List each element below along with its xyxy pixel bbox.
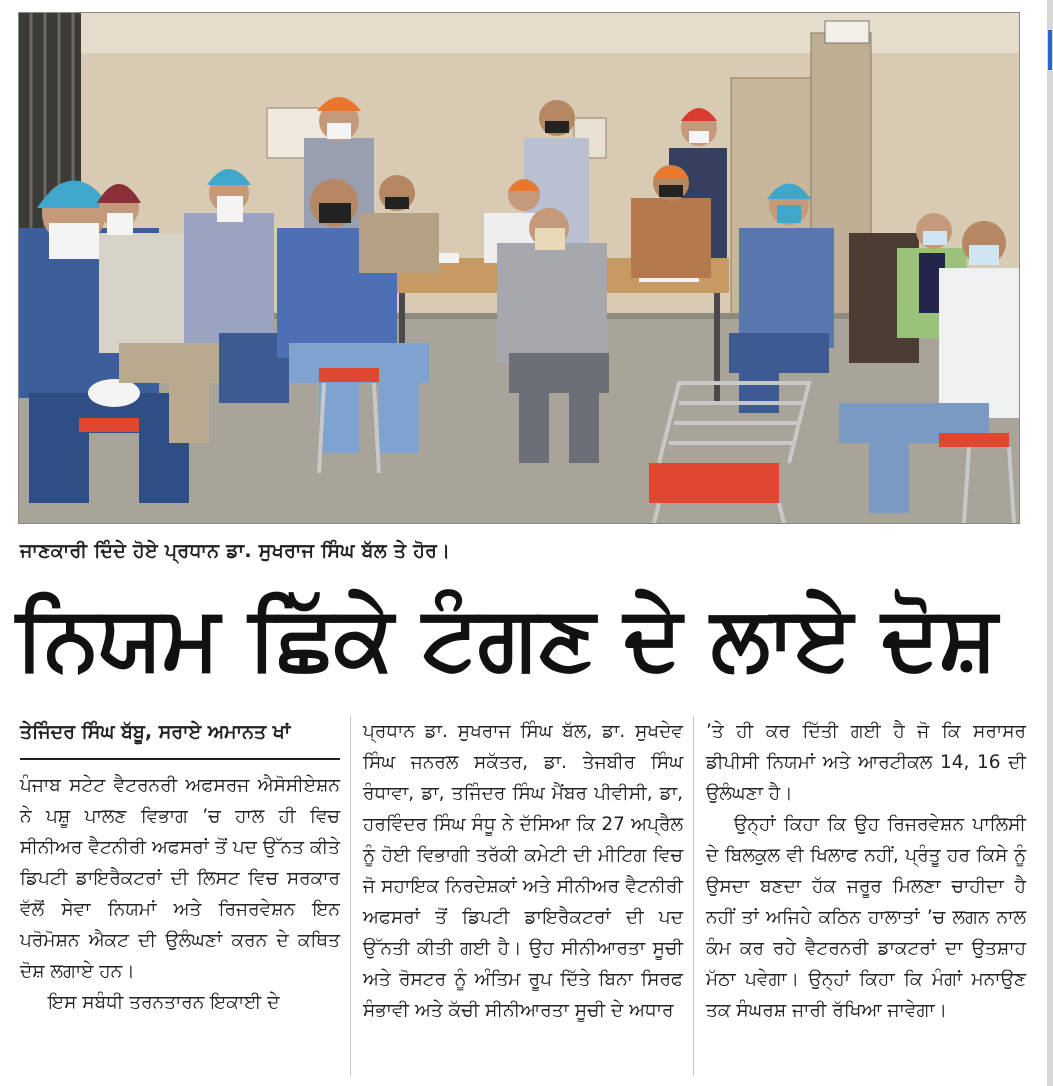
headline: ਨਿਯਮ ਛਿੱਕੇ ਟੰਗਣ ਦੇ ਲਾਏ ਦੋਸ਼	[16, 586, 997, 689]
column-divider	[693, 716, 694, 1076]
news-photo	[18, 12, 1020, 524]
photo-caption: ਜਾਣਕਾਰੀ ਦਿੰਦੇ ਹੋਏ ਪ੍ਰਧਾਨ ਡਾ. ਸੁਖਰਾਜ ਸਿੰਘ ਬੱਲ ਤੇ ਹੋਰ।	[20, 540, 451, 562]
paragraph: ਇਸ ਸਬੰਧੀ ਤਰਨਤਾਰਨ ਇਕਾਈ ਦੇ	[48, 992, 280, 1013]
paragraph: ਪ੍ਰਧਾਨ ਡਾ. ਸੁਖਰਾਜ ਸਿੰਘ ਬੱਲ, ਡਾ. ਸੁਖਦੇਵ ਸਿੰਘ ਜਨਰਲ ਸਕੱਤਰ, ਡਾ. ਤੇਜਬੀਰ ਸਿੰਘ ਰੰਧਾਵਾ, ਡਾ, ਤਜਿੰਦਰ ਸਿੰਘ ਮੈਂਬਰ ਪੀਵੀਸੀ, ਡਾ, ਹਰਵਿੰਦਰ ਸਿੰਘ ਸੰਧੂ ਨੇ ਦੱਸਿਆ ਕਿ 27 ਅਪ੍ਰੈਲ ਨੂੰ ਹੋਈ ਵਿਭਾਗੀ ਤਰੱਕੀ ਕਮੇਟੀ ਦੀ ਮੀਟਿਗ ਵਿਚ ਜੋ ਸਹਾਇਕ ਨਿਰਦੇਸ਼ਕਾਂ ਅਤੇ ਸੀਨੀਅਰ ਵੈਟਨੀਰੀ ਅਫਸਰਾਂ ਤੋਂ ਡਿਪਟੀ ਡਾਇਰੈਕਟਰਾਂ ਦੀ ਪਦ ਉੱਨਤੀ ਕੀਤੀ ਗਈ ਹੈ। ਉਹ ਸੀਨੀਆਰਤਾ ਸੂਚੀ ਅਤੇ ਰੋਸਟਰ ਨੂੰ ਅੰਤਿਮ ਰੂਪ ਦਿੱਤੇ ਬਿਨਾ ਸਿਰਫ ਸੰਭਾਵੀ ਅਤੇ ਕੱਚੀ ਸੀਨੀਆਰਤਾ ਸੂਚੀ ਦੇ ਅਧਾਰ	[363, 721, 683, 1021]
viewer-scrollbar[interactable]	[1047, 0, 1053, 1086]
group-photo-illustration	[19, 13, 1019, 523]
article-column-2	[363, 716, 683, 1076]
paragraph: ਉਨ੍ਹਾਂ ਕਿਹਾ ਕਿ ਉਹ ਰਿਜਰਵੇਸ਼ਨ ਪਾਲਿਸੀ ਦੇ ਬਿਲਕੁਲ ਵੀ ਖਿਲਾਫ ਨਹੀਂ, ਪ੍ਰੰਤੂ ਹਰ ਕਿਸੇ ਨੂੰ ਉਸਦਾ ਬਣਦਾ ਹੱਕ ਜਰੂਰ ਮਿਲਣਾ ਚਾਹੀਦਾ ਹੈ ਨਹੀਂ ਤਾਂ ਅਜਿਹੇ ਕਠਿਨ ਹਾਲਾਤਾਂ ’ਚ ਲਗਨ ਨਾਲ ਕੰਮ ਕਰ ਰਹੇ ਵੈਟਰਨਰੀ ਡਾਕਟਰਾਂ ਦਾ ਉਤਸ਼ਾਹ ਮੱਠਾ ਪਵੇਗਾ। ਉਨ੍ਹਾਂ ਕਿਹਾ ਕਿ ਮੰਗਾਂ ਮਨਾਉਣ ਤਕ ਸੰਘਰਸ਼ ਜਾਰੀ ਰੱਖਿਆ ਜਾਵੇਗਾ।	[706, 814, 1026, 1021]
article-column-3	[706, 716, 1026, 1076]
paragraph: ’ਤੇ ਹੀ ਕਰ ਦਿੱਤੀ ਗਈ ਹੈ ਜੋ ਕਿ ਸਰਾਸਰ ਡੀਪੀਸੀ ਨਿਯਮਾਂ ਅਤੇ ਆਰਟੀਕਲ 14, 16 ਦੀ ਉਲੰਘਣਾ ਹੈ।	[706, 721, 1026, 804]
article-column-1	[20, 716, 340, 1076]
column-divider	[350, 716, 351, 1076]
byline: ਤੇਜਿੰਦਰ ਸਿੰਘ ਬੱਬੂ, ਸਰਾਏ ਅਮਾਨਤ ਖਾਂ	[20, 721, 291, 743]
paragraph: ਪੰਜਾਬ ਸਟੇਟ ਵੈਟਰਨਰੀ ਅਫਸਰਜ ਐਸੋਸੀਏਸ਼ਨ ਨੇ ਪਸ਼ੂ ਪਾਲਣ ਵਿਭਾਗ ’ਚ ਹਾਲ ਹੀ ਵਿਚ ਸੀਨੀਅਰ ਵੈਟਨੀਰੀ ਅਫਸਰਾਂ ਤੋਂ ਪਦ ਉੱਨਤ ਕੀਤੇ ਡਿਪਟੀ ਡਾਇਰੈਕਟਰਾਂ ਦੀ ਲਿਸਟ ਵਿਚ ਸਰਕਾਰ ਵੱਲੋਂ ਸੇਵਾ ਨਿਯਮਾਂ ਅਤੇ ਰਿਜਰਵੇਸ਼ਨ ਇਨ ਪਰੋਮੋਸ਼ਨ ਐਕਟ ਦੀ ਉਲੰਘਣਾਂ ਕਰਨ ਦੇ ਕਥਿਤ ਦੋਸ਼ ਲਗਾਏ ਹਨ।	[20, 775, 340, 982]
byline-rule	[20, 758, 340, 760]
